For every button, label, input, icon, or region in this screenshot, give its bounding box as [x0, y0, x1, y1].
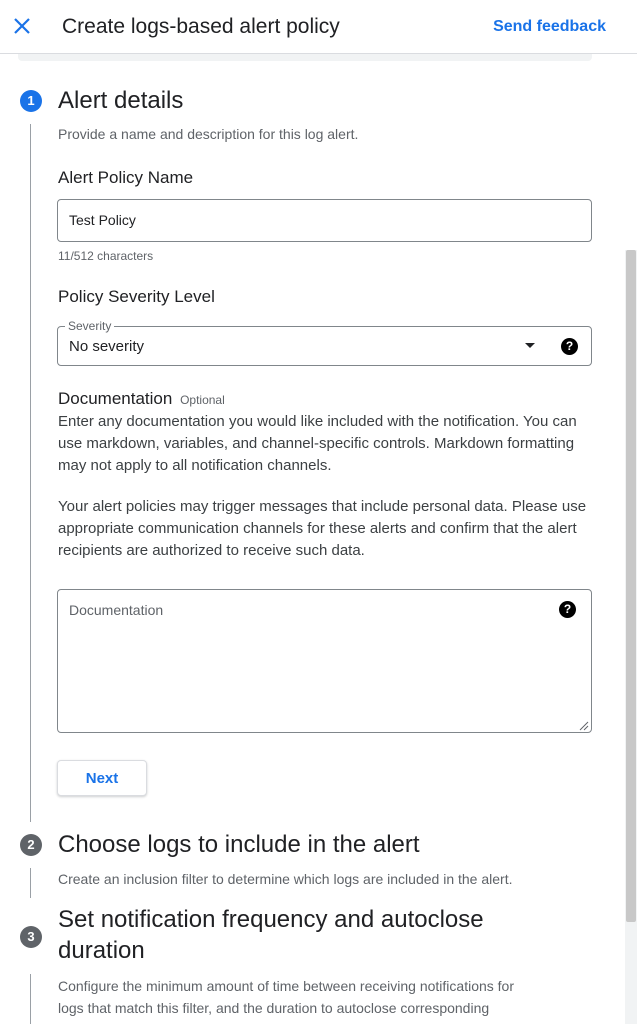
- documentation-title: Documentation: [58, 389, 173, 408]
- alert-policy-name-label: Alert Policy Name: [58, 168, 194, 187]
- name-character-counter: 11/512 characters: [58, 249, 154, 263]
- alert-policy-name-field[interactable]: [57, 199, 592, 242]
- collapsed-panel-edge: [18, 54, 592, 61]
- severity-help-icon[interactable]: ?: [561, 338, 578, 355]
- step-3-connector: [30, 974, 31, 1024]
- step-3-description-line-1: Configure the minimum amount of time between receiving notifications for: [58, 978, 514, 994]
- personal-data-notice: Your alert policies may trigger messages that include personal data. Please use appropriate communication channels for these alerts and confirm that the alert recipients are authorized to receive such data.: [58, 498, 587, 559]
- next-button[interactable]: Next: [57, 760, 147, 796]
- documentation-textarea[interactable]: [57, 589, 592, 733]
- severity-select[interactable]: [57, 319, 592, 366]
- policy-severity-label: Policy Severity Level: [58, 287, 215, 306]
- step-2-title[interactable]: Choose logs to include in the alert: [58, 831, 420, 858]
- step-1-title[interactable]: Alert details: [58, 87, 184, 114]
- step-2-connector: [30, 868, 31, 898]
- step-1-description: Provide a name and description for this log alert.: [58, 126, 359, 142]
- documentation-placeholder: Documentation: [69, 602, 164, 618]
- step-3-title-line-2[interactable]: duration: [58, 937, 145, 964]
- header: [0, 0, 637, 54]
- send-feedback-link[interactable]: Send feedback: [493, 18, 606, 35]
- step-3-indicator: 3: [20, 926, 42, 948]
- dropdown-arrow-icon: [525, 343, 535, 348]
- step-2-description: Create an inclusion filter to determine which logs are included in the alert.: [58, 871, 513, 887]
- resize-handle-icon[interactable]: [577, 718, 589, 730]
- step-1-connector: [30, 124, 31, 822]
- documentation-label: [58, 389, 225, 409]
- alert-policy-name-input[interactable]: [69, 212, 569, 228]
- page-title: Create logs-based alert policy: [62, 15, 340, 38]
- step-1-indicator: 1: [20, 90, 42, 112]
- severity-field-label: Severity: [65, 319, 114, 333]
- optional-tag: Optional: [180, 393, 225, 407]
- close-icon[interactable]: [8, 12, 36, 40]
- step-3-title-line-1[interactable]: Set notification frequency and autoclose: [58, 906, 484, 933]
- step-2-indicator: 2: [20, 834, 42, 856]
- documentation-help-text: Enter any documentation you would like included with the notification. You can use markdown, variables, and channel-specific controls. Markdown formatting may not apply to all notification channels.: [58, 413, 577, 474]
- severity-value: No severity: [69, 338, 145, 355]
- scrollbar-thumb[interactable]: [626, 250, 636, 922]
- documentation-help-icon[interactable]: ?: [559, 601, 576, 618]
- step-3-description-line-2: logs that match this filter, and the duration to autoclose corresponding: [58, 1000, 490, 1016]
